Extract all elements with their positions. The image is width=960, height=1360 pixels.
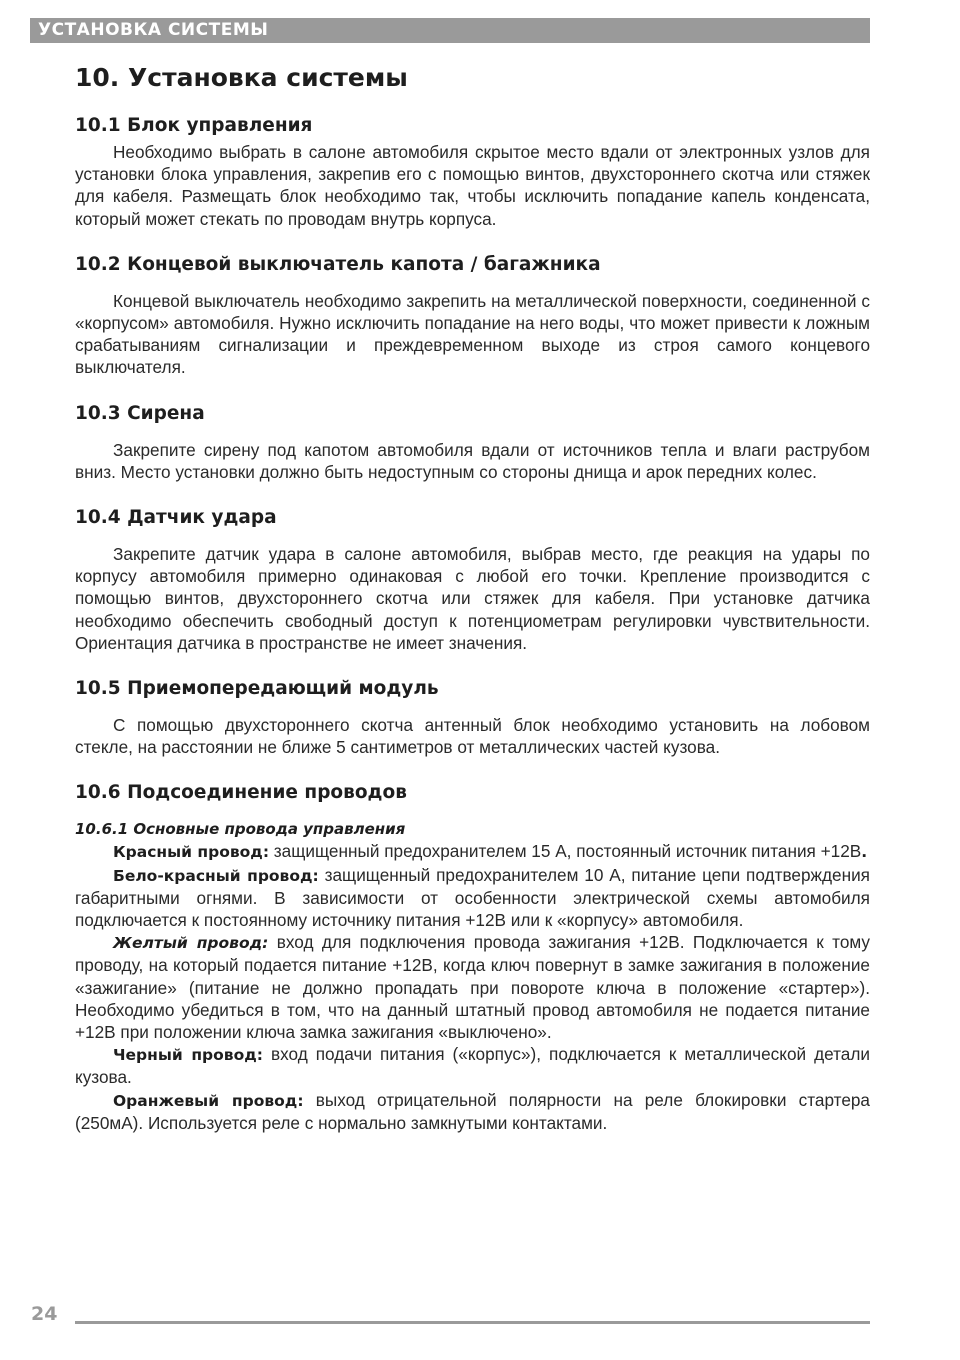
wire-name: Черный провод: xyxy=(113,1046,263,1065)
section-title: 10.6 Подсоединение проводов xyxy=(75,782,407,804)
running-header-title: УСТАНОВКА СИСТЕМЫ xyxy=(38,20,269,40)
section-10-5 xyxy=(75,676,870,758)
section-title: 10.1 Блок управления xyxy=(75,115,313,136)
section-10-1 xyxy=(75,113,870,230)
section-paragraph: Необходимо выбрать в салоне автомобиля скрытое место вдали от электронных узлов для установки блока управления, закрепив его с помощью винтов, двухстороннего скотча или стяжек для кабеля. Размещать блок необходимо так, чтобы исключить попадание капель конденсата, который может стекать по проводам внутрь корпуса. xyxy=(75,142,870,229)
wire-description: вход подачи питания («корпус»), подключается к металлической детали кузова. xyxy=(75,1044,870,1088)
section-title: 10.2 Концевой выключатель капота / багажника xyxy=(75,253,601,275)
section-title: 10.5 Приемопередающий модуль xyxy=(75,678,439,700)
section-10-6 xyxy=(75,780,870,1134)
wire-entry-black xyxy=(75,1043,870,1088)
running-header-bar xyxy=(30,18,870,43)
section-paragraph: Закрепите датчик удара в салоне автомобиля, выбрав место, где реакция на удары по корпусу автомобиля примерно одинаковая с любой его точки. Крепление производится с помощью винтов, двухстороннего скотча или стяжек для кабеля. При установке датчика необходимо обеспечить свободный доступ к потенциометрам регулировки чувствительности. Ориентация датчика в пространстве не имеет значения. xyxy=(75,544,870,653)
page-content xyxy=(75,58,870,1134)
wire-description: выход отрицательной полярности на реле блокировки стартера (250мА). Используется реле с нормально замкнутыми контактами. xyxy=(75,1089,870,1133)
wire-description: защищенный предохранителем 15 А, постоянный источник питания +12В xyxy=(269,841,862,862)
wire-entry-yellow xyxy=(75,931,870,1043)
wire-description-tail: . xyxy=(861,843,868,862)
page-number: 24 xyxy=(31,1303,58,1325)
wire-description: вход для подключения провода зажигания +12В. Подключается к тому проводу, на который подается питание +12В, когда ключ повернут в замке зажигания в положение «зажигание» (питание не должно пропадать при повороте ключа в положение «стартер»). Необходимо убедиться в том, что на данный штатный провод автомобиля не подается питание +12В при положении ключа замка зажигания «выключено». xyxy=(75,932,870,1043)
section-title: 10.4 Датчик удара xyxy=(75,507,277,529)
footer-rule xyxy=(75,1321,870,1324)
wire-name: Красный провод: xyxy=(113,843,270,862)
wire-name: Бело-красный провод: xyxy=(113,866,319,885)
wire-name: Желтый провод: xyxy=(113,934,269,953)
wire-entry-white-red xyxy=(75,864,870,932)
section-10-2 xyxy=(75,252,870,379)
section-title: 10.3 Сирена xyxy=(75,402,205,424)
wire-name: Оранжевый провод: xyxy=(113,1091,304,1110)
wire-entry-orange xyxy=(75,1089,870,1134)
section-paragraph: Концевой выключатель необходимо закрепить на металлической поверхности, соединенной с «корпусом» автомобиля. Нужно исключить попадание на него воды, что может привести к ложным срабатываниям сигнализации и преждевременном выходе из строя самого концевого выключателя. xyxy=(75,290,870,378)
section-10-4 xyxy=(75,505,870,654)
section-paragraph: Закрепите сирену под капотом автомобиля вдали от источников тепла и влаги раструбом вниз. Место установки должно быть недоступным со стороны днища и арок передних колес. xyxy=(75,439,870,482)
section-10-3 xyxy=(75,401,870,483)
section-paragraph: С помощью двухстороннего скотча антенный блок необходимо установить на лобовом стекле, на расстоянии не ближе 5 сантиметров от металлических частей кузова. xyxy=(75,715,870,758)
subsection-title: 10.6.1 Основные провода управления xyxy=(75,820,406,839)
wire-description: защищенный предохранителем 10 А, питание цепи подтверждения габаритными огнями. В зависимости от особенности электрической схемы автомобиля подключается к постоянному источнику питания +12В или к «корпусу» автомобиля. xyxy=(75,864,870,931)
wire-entry-red xyxy=(75,840,870,863)
chapter-title: 10. Установка системы xyxy=(75,63,408,92)
